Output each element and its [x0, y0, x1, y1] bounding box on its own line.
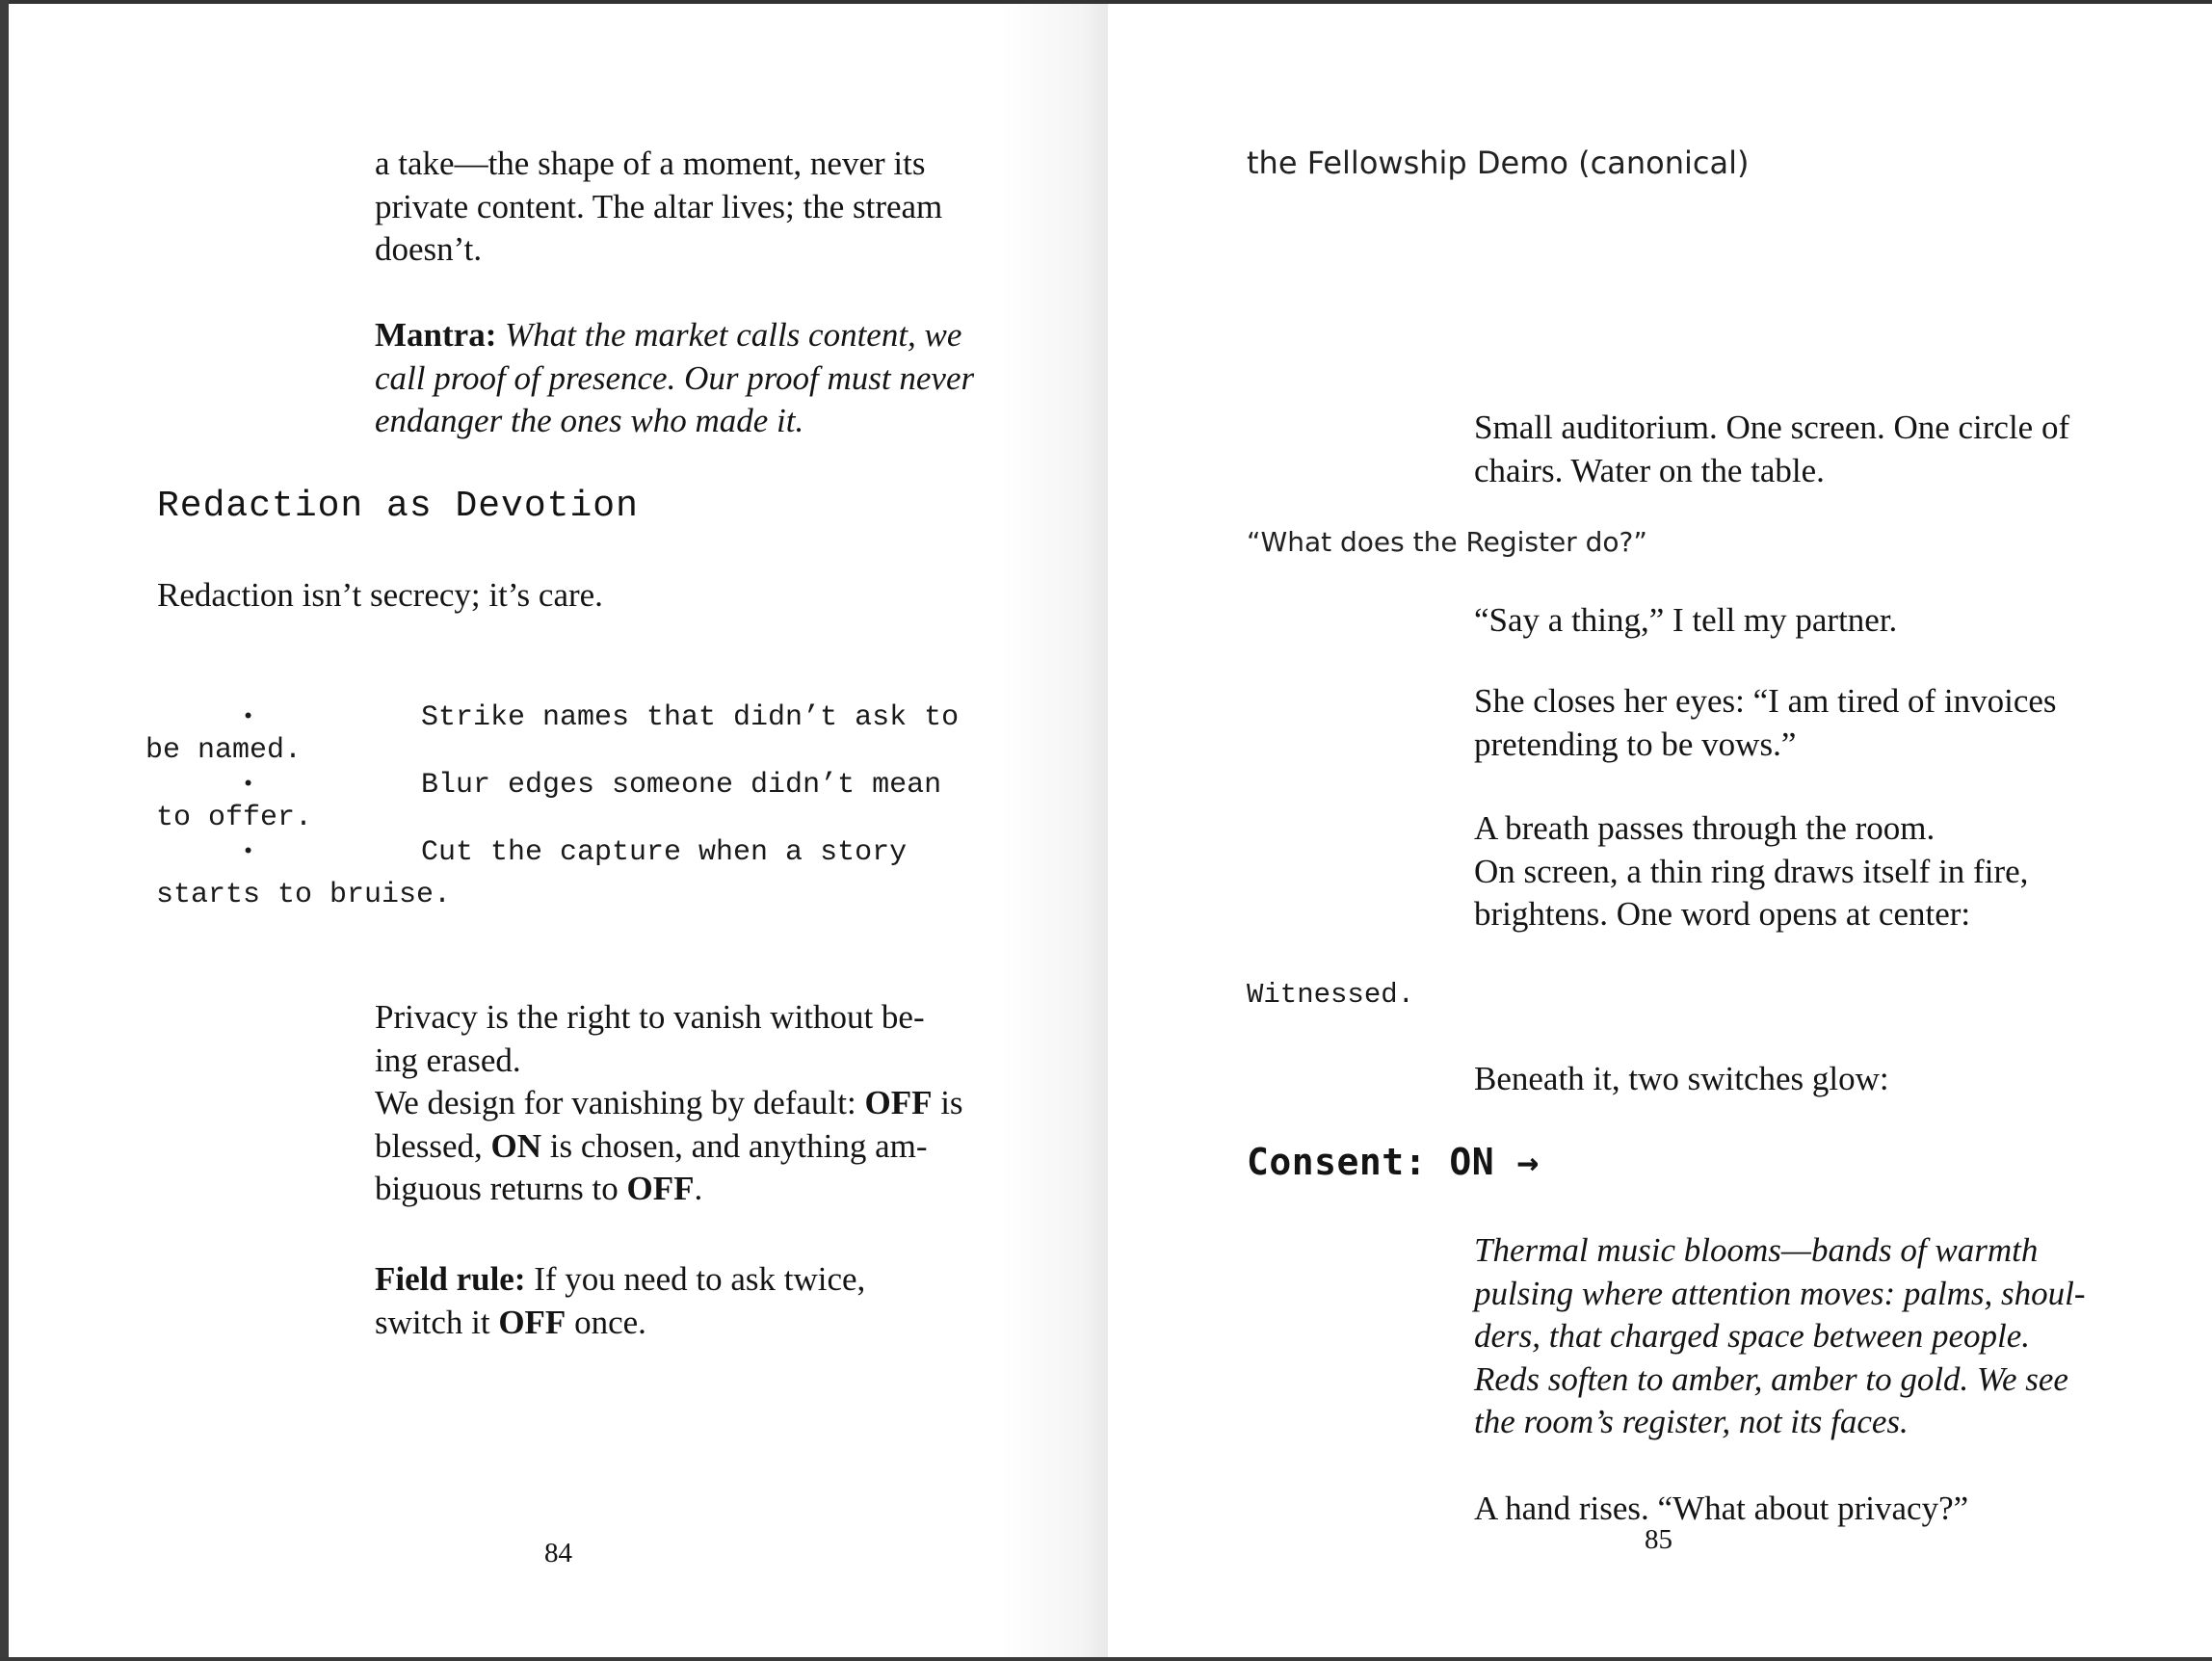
on-keyword: ON: [490, 1126, 542, 1165]
mantra-paragraph: [375, 314, 991, 443]
privacy-paragraph: [375, 996, 1030, 1211]
section-heading: Redaction as Devotion: [157, 486, 639, 527]
list-item-3-line1: Cut the capture when a story: [421, 836, 908, 869]
scene-paragraph: Small auditorium. One screen. One circle of chairs. Water on the table.: [1474, 409, 2070, 489]
consent-switch-label: Consent: ON →: [1247, 1141, 1540, 1183]
field-rule-line-1: Field rule: If you need to ask twice,: [375, 1260, 866, 1298]
privacy-line-5: biguous returns to OFF.: [375, 1170, 703, 1207]
left-page: [9, 4, 1108, 1657]
off-keyword: OFF: [498, 1303, 566, 1341]
privacy-line-4: blessed, ON is chosen, and anything am-: [375, 1126, 928, 1165]
field-rule-line-2: switch it OFF once.: [375, 1303, 646, 1341]
bullet: •: [242, 840, 255, 864]
mantra-text: What the market calls content, we call proof of presence. Our proof must never endanger the ones who made it.: [375, 316, 975, 439]
page-number: 84: [544, 1538, 572, 1569]
list-item-1-line1: Strike names that didn’t ask to: [421, 701, 960, 734]
bullet: •: [242, 773, 255, 797]
field-rule-label: Field rule:: [375, 1260, 526, 1298]
bullet: •: [242, 705, 255, 729]
list-item-2-line1: Blur edges someone didn’t mean: [421, 769, 942, 802]
list-item-3-line2: starts to bruise.: [156, 879, 452, 911]
breath-paragraph: [1474, 807, 2110, 936]
section-intro: Redaction isn’t secrecy; it’s care.: [157, 576, 603, 614]
window-left-edge: [0, 0, 9, 1661]
list-item-2-line2: to offer.: [156, 802, 313, 834]
hand-paragraph: A hand rises. “What about privacy?”: [1474, 1490, 1969, 1527]
say-paragraph: “Say a thing,” I tell my partner.: [1474, 601, 1898, 639]
list-item-1-line2: be named.: [145, 734, 303, 767]
beneath-paragraph: Beneath it, two switches glow:: [1474, 1060, 1889, 1097]
page-number: 85: [1645, 1524, 1672, 1555]
screen-text: On screen, a thin ring draws itself in fire, brightens. One word opens at center:: [1474, 852, 2029, 933]
breath-line: A breath passes through the room.: [1474, 809, 1936, 847]
window-bottom-edge: [0, 1657, 2212, 1661]
privacy-line-1: Privacy is the right to vanish without be-: [375, 998, 925, 1036]
continuation-paragraph: a take—the shape of a moment, never its private content. The altar lives; the stream doesn’t.: [375, 145, 943, 268]
privacy-line-3: We design for vanishing by default: OFF is: [375, 1084, 963, 1121]
thermal-paragraph: Thermal music blooms—bands of warmth pulsing where attention moves: palms, shoul-ders, that charged space between people. Reds soften to amber, amber to gold. We see the room’s register, not its faces.: [1474, 1231, 2086, 1440]
right-page: [1108, 4, 2212, 1657]
field-rule-paragraph: [375, 1258, 1030, 1344]
off-keyword: OFF: [864, 1084, 933, 1121]
off-keyword: OFF: [626, 1170, 695, 1207]
closes-paragraph: She closes her eyes: “I am tired of invoices pretending to be vows.”: [1474, 682, 2057, 763]
running-header: the Fellowship Demo (canonical): [1247, 145, 1750, 181]
witnessed-word: Witnessed.: [1247, 979, 1415, 1011]
question-line: “What does the Register do?”: [1247, 526, 1647, 558]
mantra-label: Mantra:: [375, 316, 497, 354]
privacy-line-2: ing erased.: [375, 1041, 521, 1079]
